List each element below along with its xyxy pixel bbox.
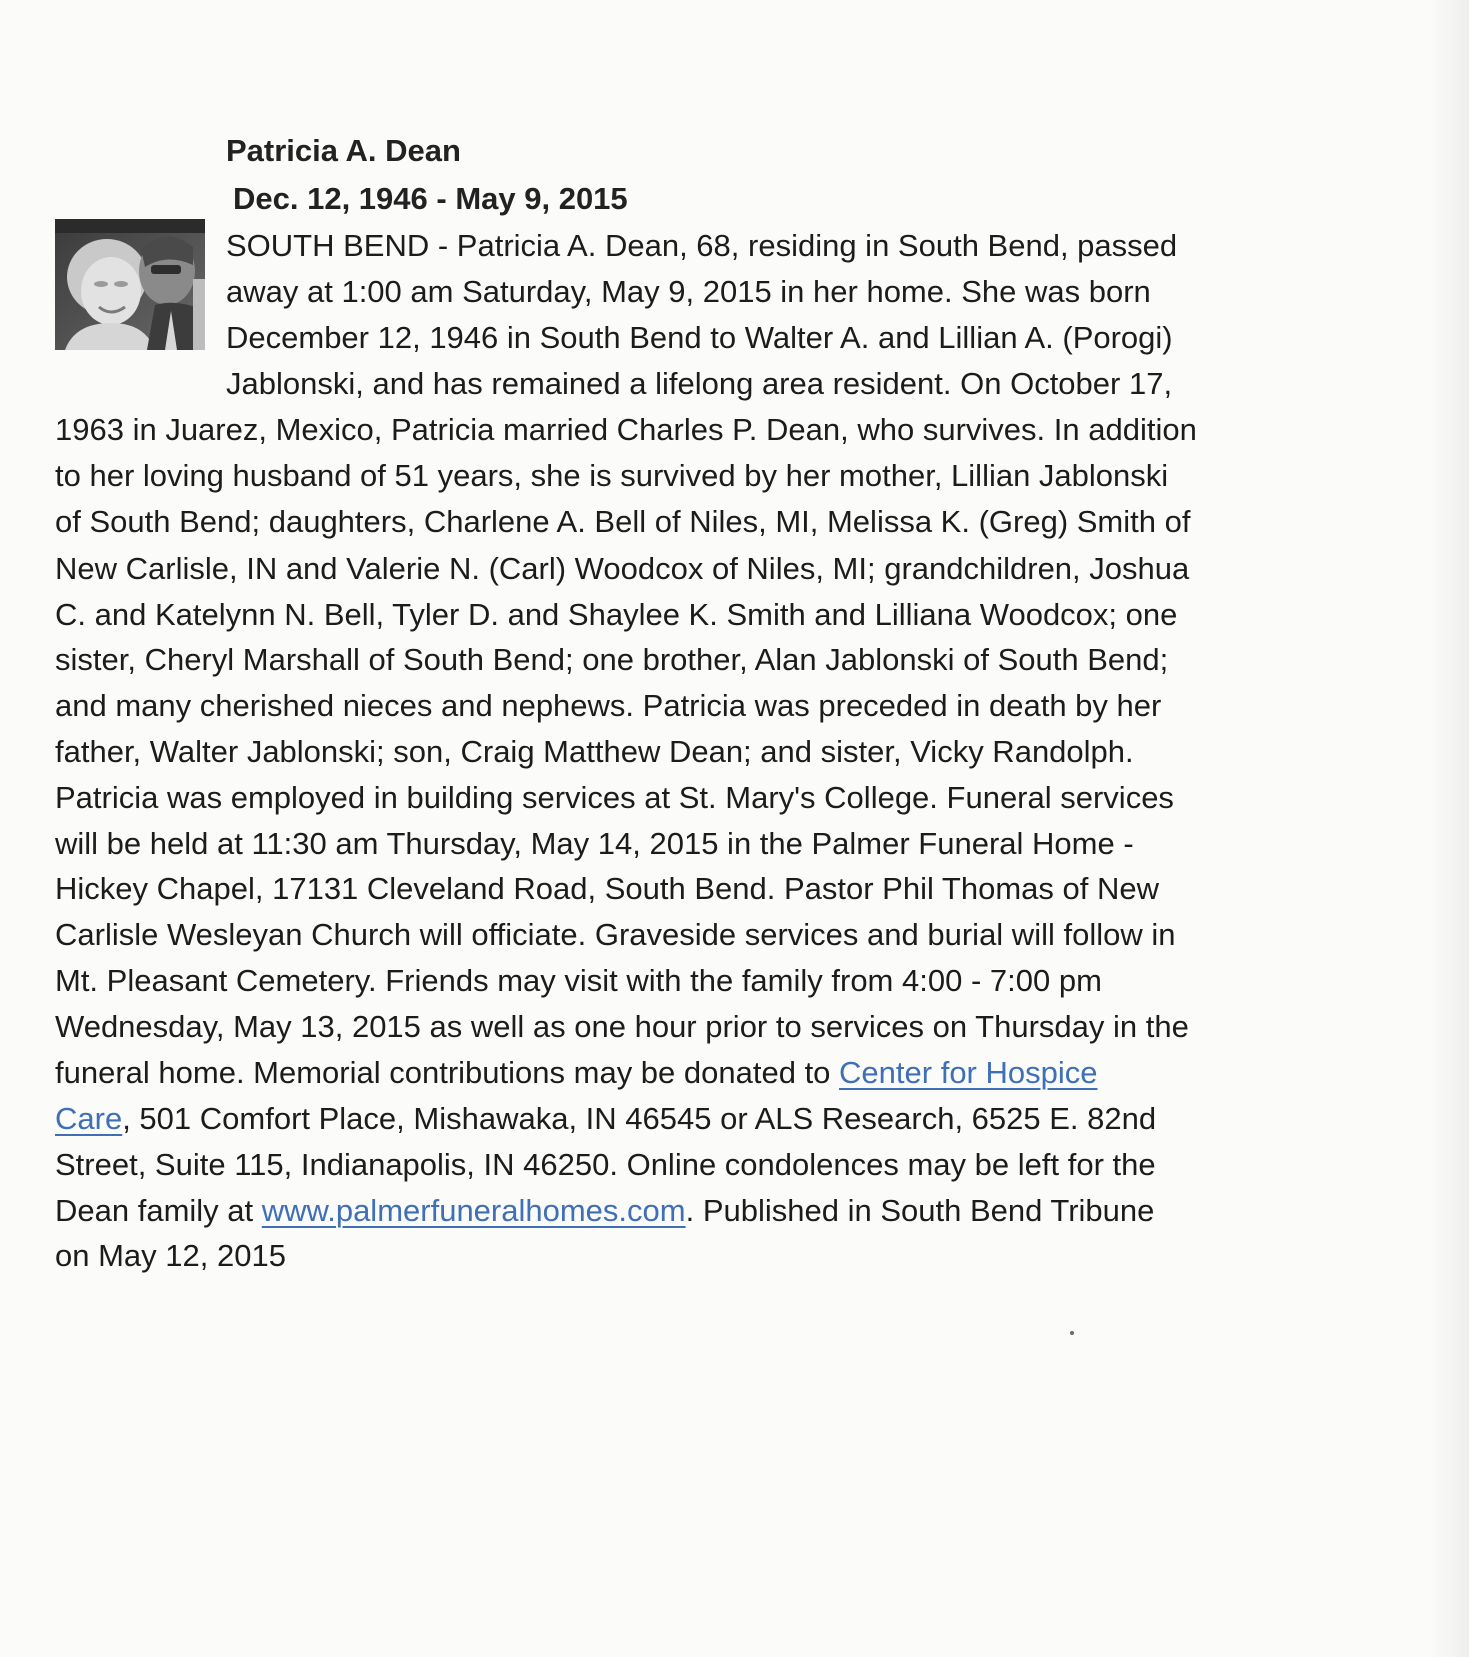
- line-text: away at 1:00 am Saturday, May 9, 2015 in her home. She was born: [226, 274, 1151, 309]
- obituary-line: [226, 318, 1173, 358]
- line-text: to her loving husband of 51 years, she is survived by her mother, Lillian Jablonski: [55, 458, 1169, 493]
- line-text: Carlisle Wesleyan Church will officiate. Graveside services and burial will follow in: [55, 917, 1176, 952]
- line-text: Mt. Pleasant Cemetery. Friends may visit with the family from 4:00 - 7:00 pm: [55, 963, 1102, 998]
- line-text: SOUTH BEND - Patricia A. Dean, 68, residing in South Bend, passed: [226, 228, 1178, 263]
- obituary-line: [226, 226, 1177, 266]
- obituary-line: [55, 824, 1134, 864]
- line-text: New Carlisle, IN and Valerie N. (Carl) Woodcox of Niles, MI; grandchildren, Joshua: [55, 551, 1190, 586]
- obituary-line: [55, 732, 1134, 772]
- obituary-line: [55, 778, 1174, 818]
- obituary-line: [55, 1099, 1156, 1139]
- paper-speck: [1070, 1331, 1074, 1335]
- obituary-line: [55, 1191, 1154, 1231]
- obituary-line: [55, 502, 1190, 542]
- obituary-line: [55, 915, 1175, 955]
- obituary-line: [55, 549, 1189, 589]
- hyperlink[interactable]: Care: [55, 1101, 123, 1136]
- line-text: of South Bend; daughters, Charlene A. Bell of Niles, MI, Melissa K. (Greg) Smith of: [55, 504, 1191, 539]
- obituary-line: [55, 640, 1168, 680]
- hyperlink[interactable]: Center for Hospice: [839, 1055, 1098, 1090]
- line-text: father, Walter Jablonski; son, Craig Matthew Dean; and sister, Vicky Randolph.: [55, 734, 1134, 769]
- obituary-line: [55, 1007, 1189, 1047]
- line-text: Hickey Chapel, 17131 Cleveland Road, South Bend. Pastor Phil Thomas of New: [55, 871, 1159, 906]
- obituary-line: [55, 686, 1161, 726]
- obituary-line: [55, 961, 1102, 1001]
- line-text: will be held at 11:30 am Thursday, May 14, 2015 in the Palmer Funeral Home -: [55, 826, 1134, 861]
- line-text: and many cherished nieces and nephews. Patricia was preceded in death by her: [55, 688, 1162, 723]
- couple-photo: [55, 219, 205, 350]
- obituary-line: [55, 410, 1197, 450]
- obituary-line: [55, 1145, 1156, 1185]
- obituary-name: Patricia A. Dean: [226, 133, 461, 168]
- line-text: on May 12, 2015: [55, 1238, 286, 1273]
- line-text: December 12, 1946 in South Bend to Walter A. and Lillian A. (Porogi): [226, 320, 1173, 355]
- obituary-line: [55, 869, 1159, 909]
- line-text: Street, Suite 115, Indianapolis, IN 46250. Online condolences may be left for the: [55, 1147, 1156, 1182]
- line-text: sister, Cheryl Marshall of South Bend; one brother, Alan Jablonski of South Bend;: [55, 642, 1169, 677]
- line-text: Wednesday, May 13, 2015 as well as one hour prior to services on Thursday in the: [55, 1009, 1189, 1044]
- line-text: Dean family at: [55, 1193, 262, 1228]
- obituary-line: [55, 1053, 1098, 1093]
- line-text: C. and Katelynn N. Bell, Tyler D. and Shaylee K. Smith and Lilliana Woodcox; one: [55, 597, 1178, 632]
- obituary-line: [226, 364, 1172, 404]
- line-text: , 501 Comfort Place, Mishawaka, IN 46545 or ALS Research, 6525 E. 82nd: [122, 1101, 1157, 1136]
- obituary-dates: Dec. 12, 1946 - May 9, 2015: [233, 181, 628, 216]
- line-text: . Published in South Bend Tribune: [685, 1193, 1155, 1228]
- line-text: Patricia was employed in building services at St. Mary's College. Funeral services: [55, 780, 1174, 815]
- obituary-line: [55, 456, 1168, 496]
- line-text: Jablonski, and has remained a lifelong area resident. On October 17,: [226, 366, 1173, 401]
- obituary-line: [226, 272, 1151, 312]
- obituary-line: [55, 595, 1177, 635]
- hyperlink[interactable]: www.palmerfuneralhomes.com: [261, 1193, 686, 1228]
- line-text: funeral home. Memorial contributions may be donated to: [55, 1055, 840, 1090]
- obituary-line: [55, 1236, 286, 1276]
- line-text: 1963 in Juarez, Mexico, Patricia married Charles P. Dean, who survives. In addition: [55, 412, 1197, 447]
